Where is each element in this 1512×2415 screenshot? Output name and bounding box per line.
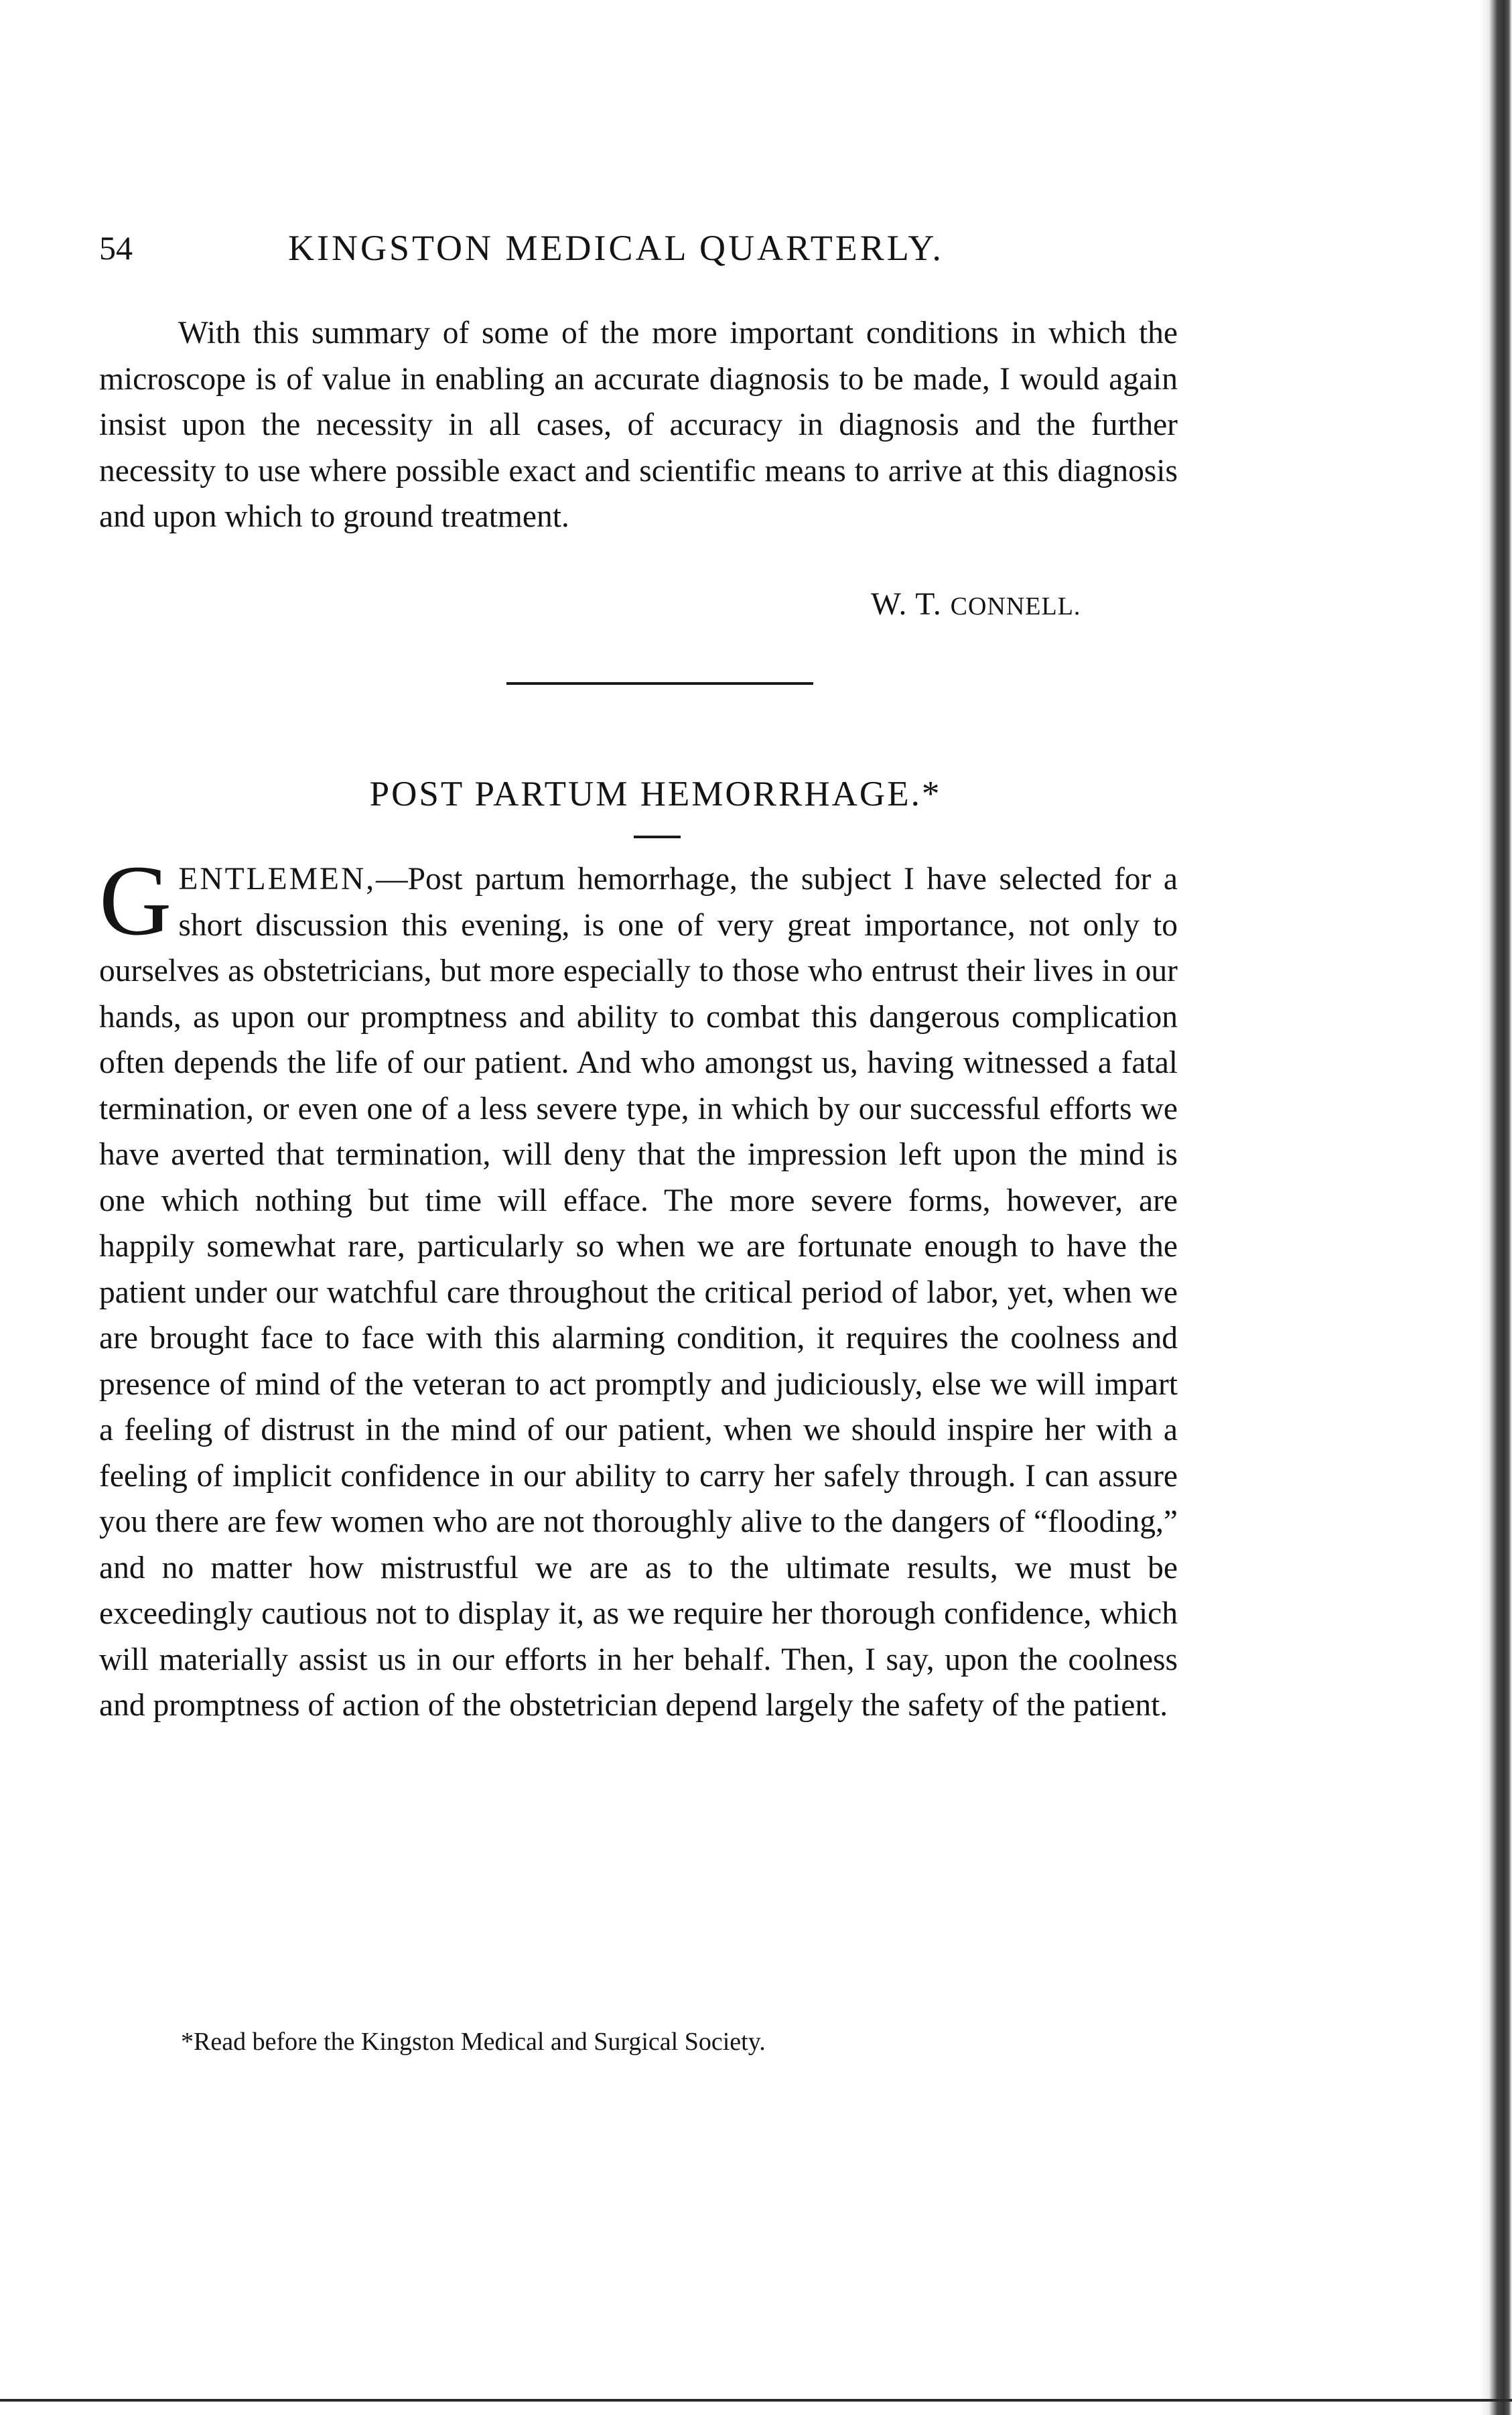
article-title (0, 771, 1512, 818)
binding-edge (1479, 0, 1512, 2415)
journal-title: KINGSTON MEDICAL QUARTERLY. (288, 228, 944, 268)
title-ornament-dash (634, 836, 681, 838)
drop-cap: G (99, 845, 172, 956)
section-divider (506, 682, 813, 685)
closing-paragraph: With this summary of some of the more important conditions in which the microscope is of value in enabling an accurate diagnosis to be made, I would again insist upon the necessity in all cases, of accuracy in diagnosis and the further necessity to use where possible exact and scientific means to arrive at this diagnosis and upon which to ground treatment. (99, 316, 1178, 534)
opening-word: ENTLEMEN, (178, 862, 376, 897)
running-head (99, 224, 1178, 271)
signature-initials: W. T. (871, 587, 942, 622)
footnote: *Read before the Kingston Medical and Surgical Society. (181, 2028, 766, 2056)
page-number: 54 (99, 229, 133, 267)
bottom-scan-edge (0, 2399, 1512, 2402)
signature-surname: CONNELL. (950, 592, 1081, 621)
author-signature (871, 582, 1081, 629)
article-body-text: —Post partum hemorrhage, the subject I have selected for a short discussion this evening, is one of very great importance, not only to ourselves as obstetricians, but more especially to those who entrust their lives in our hands, as upon our promptness and ability to combat this dangerous complication often depends the life of our patient. And who amongst us, having witnessed a fatal termination, or even one of a less severe type, in which by our successful efforts we have averted that termination, will deny that the impression left upon the mind is one which nothing but time will efface. The more severe forms, however, are happily somewhat rare, particularly so when we are fortunate enough to have the patient under our watchful care throughout the critical period of labor, yet, when we are brought face to face with this alarming condition, it requires the coolness and presence of mind of the veteran to act promptly and judiciously, else we will impart a feeling of distrust in the mind of our patient, when we should inspire her with a feeling of implicit confidence in our ability to carry her safely through. I can assure you there are few women who are not thoroughly alive to the dangers of “flooding,” and no matter how mistrustful we are as to the ultimate results, we must be exceedingly cautious not to display it, as we require her thorough confidence, which will materially assist us in our efforts in her behalf. Then, I say, upon the coolness and promptness of action of the obstetrician depend largely the safety of the patient. (99, 862, 1178, 1723)
article-body (99, 845, 1178, 1729)
article-title-text: POST PARTUM HEMORRHAGE.* (369, 775, 942, 813)
